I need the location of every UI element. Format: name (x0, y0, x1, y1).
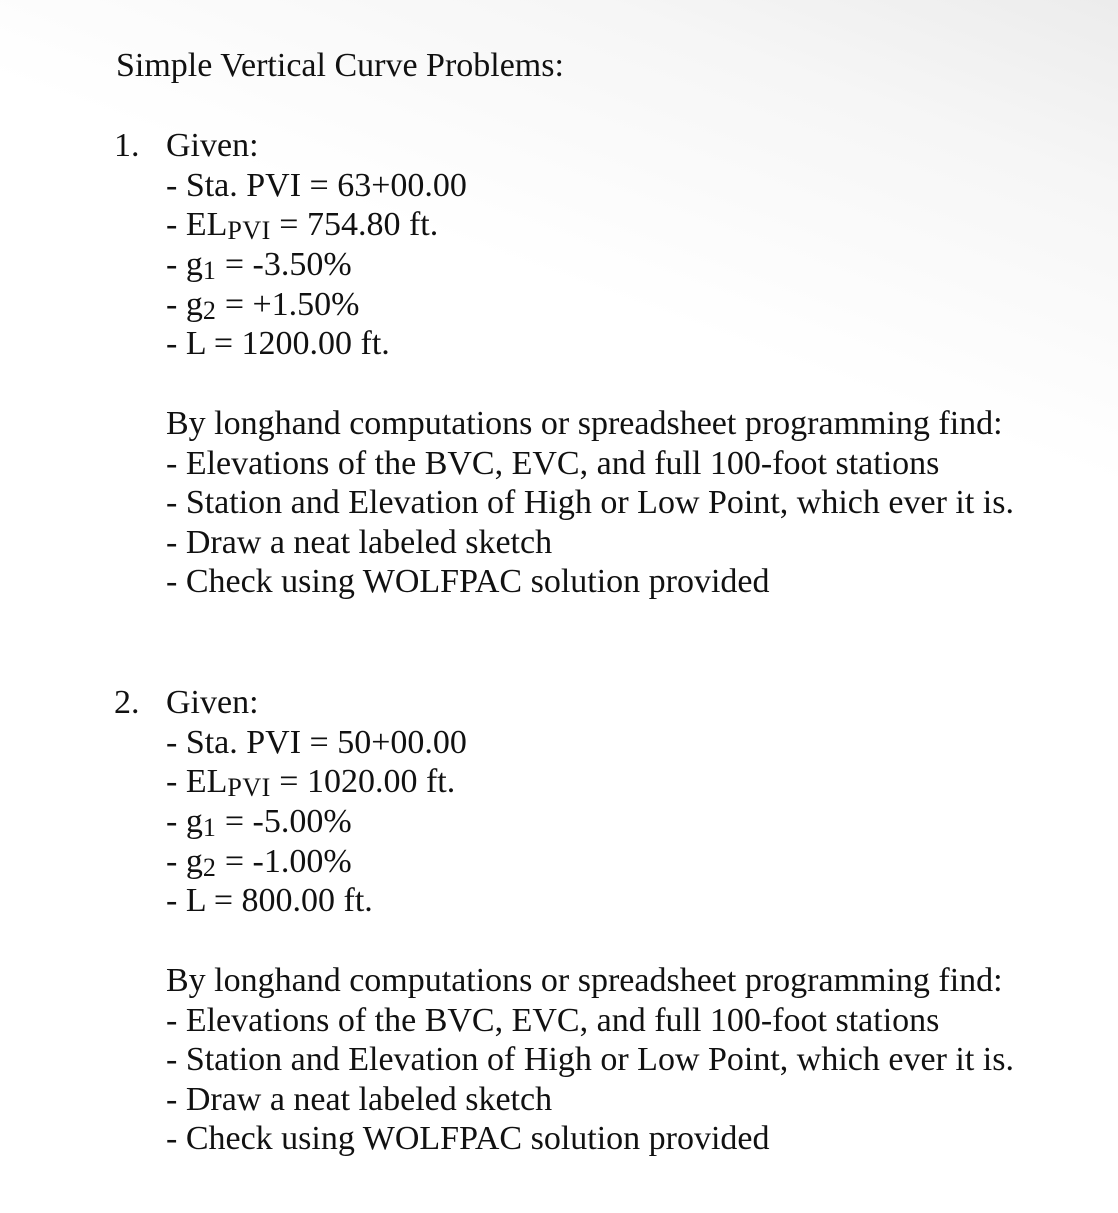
task-item: - Check using WOLFPAC solution provided (166, 1120, 770, 1157)
g1-subscript: 1 (202, 813, 217, 842)
g2-prefix: - g (166, 286, 203, 323)
g1-value: = -3.50% (216, 246, 352, 283)
el-value: = 1020.00 ft. (270, 763, 456, 800)
g2-prefix: - g (166, 843, 203, 880)
el-subscript: PVI (227, 773, 271, 802)
task-item: - Station and Elevation of High or Low Point, which ever it is. (166, 1041, 1014, 1078)
g2-value: = -1.00% (216, 843, 352, 880)
g1-prefix: - g (166, 803, 203, 840)
task-item: - Elevations of the BVC, EVC, and full 100-foot stations (166, 445, 940, 482)
g1-line (166, 245, 352, 287)
g2-subscript: 2 (202, 296, 217, 325)
el-value: = 754.80 ft. (270, 206, 439, 243)
g2-subscript: 2 (202, 853, 217, 882)
given-label: Given: (166, 127, 259, 164)
given-label: Given: (166, 684, 259, 721)
g2-line (166, 842, 352, 884)
el-pvi-line (166, 762, 455, 804)
task-item: - Draw a neat labeled sketch (166, 524, 553, 561)
instructions-heading: By longhand computations or spreadsheet programming find: (166, 405, 1003, 442)
g1-subscript: 1 (202, 256, 217, 285)
problem-number: 1. (114, 127, 140, 164)
length-line: - L = 800.00 ft. (166, 882, 373, 919)
g2-line (166, 285, 360, 327)
el-prefix: - EL (166, 206, 228, 243)
task-item: - Station and Elevation of High or Low Point, which ever it is. (166, 484, 1014, 521)
g1-prefix: - g (166, 246, 203, 283)
instructions-heading: By longhand computations or spreadsheet programming find: (166, 962, 1003, 999)
el-subscript: PVI (227, 216, 271, 245)
task-item: - Elevations of the BVC, EVC, and full 100-foot stations (166, 1002, 940, 1039)
task-item: - Draw a neat labeled sketch (166, 1081, 553, 1118)
el-prefix: - EL (166, 763, 228, 800)
page-title: Simple Vertical Curve Problems: (116, 47, 564, 84)
task-item: - Check using WOLFPAC solution provided (166, 563, 770, 600)
sta-pvi-line: - Sta. PVI = 63+00.00 (166, 167, 467, 204)
g1-line (166, 802, 352, 844)
g2-value: = +1.50% (216, 286, 360, 323)
el-pvi-line (166, 205, 438, 247)
g1-value: = -5.00% (216, 803, 352, 840)
sta-pvi-line: - Sta. PVI = 50+00.00 (166, 724, 467, 761)
problem-number: 2. (114, 684, 140, 721)
length-line: - L = 1200.00 ft. (166, 325, 390, 362)
